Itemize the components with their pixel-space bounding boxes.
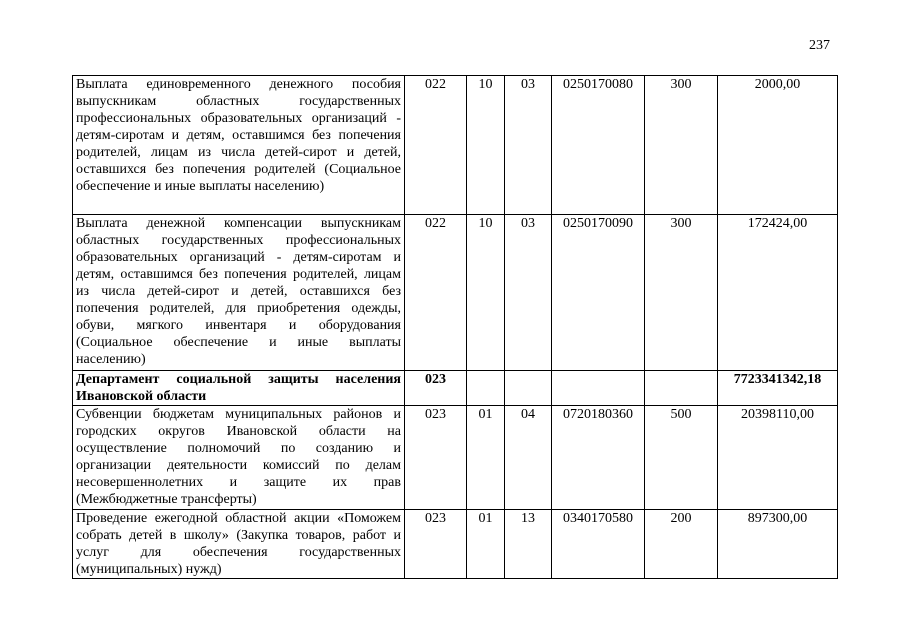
section-code-cell: 10 — [467, 215, 505, 371]
expense-name-cell: Выплата денежной компенсации выпускникам областных государственных профессиональных образовательных организаций - детям-сиротам и детям, оставшимся без попечения родителей, лицам из числа детей-сирот и детей, оставшихся без попечения родителей, для приобретения одежды, обуви, мягкого инвентаря и оборудования (Социальное обеспечение и иные выплаты населению) — [73, 215, 405, 371]
section-code-cell: 01 — [467, 406, 505, 510]
target-code-cell — [552, 371, 645, 406]
table-row — [73, 510, 838, 579]
expense-name-cell: Департамент социальной защиты населения Ивановской области — [73, 371, 405, 406]
target-code-cell: 0720180360 — [552, 406, 645, 510]
subsection-code-cell — [505, 371, 552, 406]
expense-type-cell: 300 — [645, 76, 718, 215]
budget-table — [72, 75, 838, 579]
expense-name-cell: Субвенции бюджетам муниципальных районов и городских округов Ивановской области на осуществление полномочий по созданию и организации деятельности комиссий по делам несовершеннолетних и защите их прав (Межбюджетные трансферты) — [73, 406, 405, 510]
subsection-code-cell: 03 — [505, 215, 552, 371]
table-row — [73, 406, 838, 510]
amount-cell: 2000,00 — [718, 76, 838, 215]
subsection-code-cell: 03 — [505, 76, 552, 215]
amount-cell: 172424,00 — [718, 215, 838, 371]
expense-type-cell: 500 — [645, 406, 718, 510]
ministry-code-cell: 023 — [405, 406, 467, 510]
table-row — [73, 371, 838, 406]
expense-name-cell: Проведение ежегодной областной акции «Поможем собрать детей в школу» (Закупка товаров, работ и услуг для обеспечения государственных (муниципальных) нужд) — [73, 510, 405, 579]
section-code-cell — [467, 371, 505, 406]
expense-type-cell: 200 — [645, 510, 718, 579]
target-code-cell: 0340170580 — [552, 510, 645, 579]
section-code-cell: 10 — [467, 76, 505, 215]
expense-name-cell: Выплата единовременного денежного пособия выпускникам областных государственных профессиональных образовательных организаций - детям-сиротам и детям, оставшимся без попечения родителей, лицам из числа детей-сирот и детей, оставшихся без попечения родителей (Социальное обеспечение и иные выплаты населению) — [73, 76, 405, 215]
ministry-code-cell: 023 — [405, 371, 467, 406]
amount-cell: 7723341342,18 — [718, 371, 838, 406]
target-code-cell: 0250170090 — [552, 215, 645, 371]
amount-cell: 897300,00 — [718, 510, 838, 579]
table-row — [73, 76, 838, 215]
expense-type-cell: 300 — [645, 215, 718, 371]
ministry-code-cell: 023 — [405, 510, 467, 579]
table-row — [73, 215, 838, 371]
page-number: 237 — [809, 38, 830, 53]
target-code-cell: 0250170080 — [552, 76, 645, 215]
section-code-cell: 01 — [467, 510, 505, 579]
amount-cell: 20398110,00 — [718, 406, 838, 510]
ministry-code-cell: 022 — [405, 76, 467, 215]
expense-type-cell — [645, 371, 718, 406]
ministry-code-cell: 022 — [405, 215, 467, 371]
subsection-code-cell: 13 — [505, 510, 552, 579]
subsection-code-cell: 04 — [505, 406, 552, 510]
